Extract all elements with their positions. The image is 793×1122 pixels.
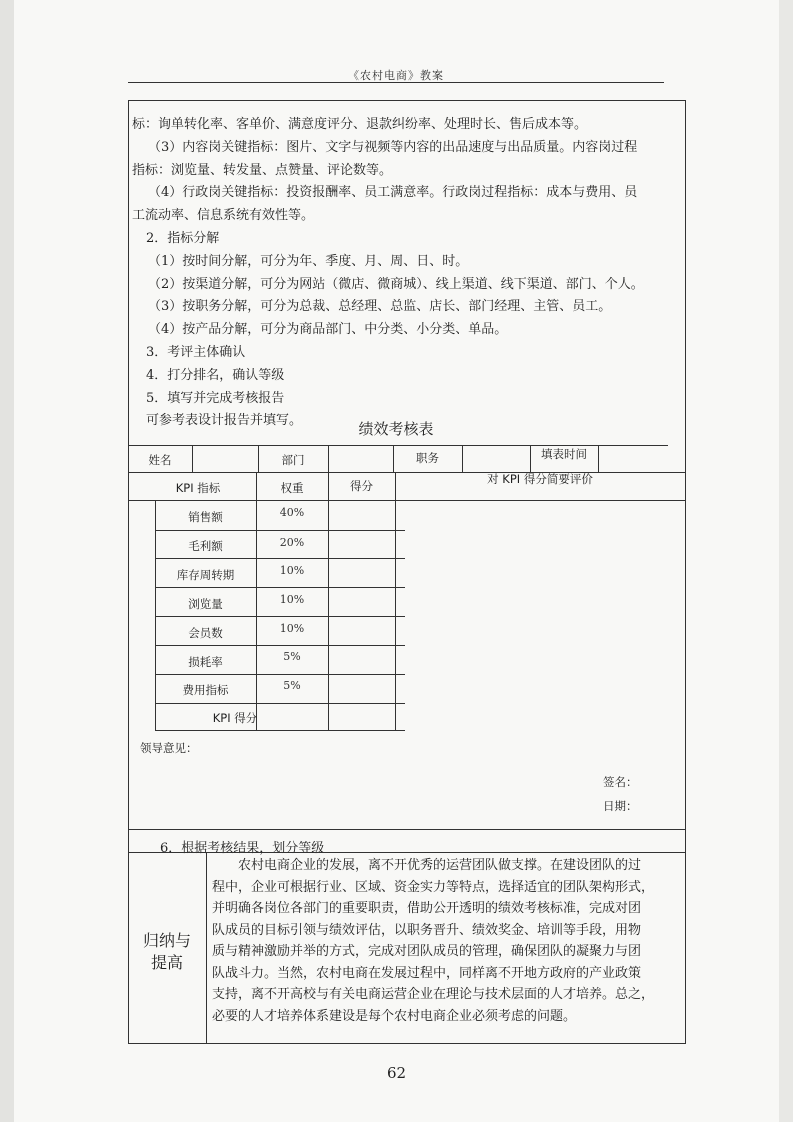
table-rule: [155, 558, 405, 559]
table-rule: [462, 445, 463, 472]
table-rule: [328, 472, 329, 730]
section-heading: 5．填写并完成考核报告: [146, 390, 285, 406]
summary-label-line: 归纳与: [142, 931, 191, 950]
kpi-row-name: 会员数: [188, 626, 223, 640]
summary-line: 队战斗力。当然，农村电商在发展过程中，同样离不开地方政府的产业政策: [212, 965, 642, 981]
summary-line: 并明确各岗位各部门的重要职责，借助公开透明的绩效考核标准，完成对团: [212, 901, 642, 916]
running-header: 《农村电商》教案: [348, 69, 444, 82]
leader-opinion-label: 领导意见：: [140, 741, 198, 755]
kpi-table-title: 绩效考核表: [358, 420, 434, 438]
label-fill-date: 填表时间: [541, 447, 587, 461]
body-line: （2）按渠道分解，可分为网站（微店、微商城）、线上渠道、线下渠道、部门、个人。: [148, 276, 644, 292]
table-rule: [155, 703, 405, 704]
label-position: 职务: [416, 451, 439, 465]
kpi-total-label: KPI 得分: [212, 711, 258, 725]
table-rule: [155, 530, 405, 531]
body-line: 指标：浏览量、转发量、点赞量、评论数等。: [132, 162, 393, 178]
kpi-row-weight: 5%: [283, 679, 301, 692]
summary-line: 程中，企业可根据行业、区域、资金实力等特点，选择适宜的团队架构形式，: [212, 879, 655, 895]
table-rule: [598, 445, 599, 472]
kpi-row-name: 费用指标: [182, 683, 229, 697]
body-line: 可参考表设计报告并填写。: [146, 413, 303, 429]
kpi-row-weight: 5%: [283, 650, 301, 663]
header-rule: [128, 82, 664, 83]
body-line: （1）按时间分解，可分为年、季度、月、周、日、时。: [148, 253, 469, 269]
col-score: 得分: [350, 479, 373, 493]
body-line: （4）行政岗关键指标：投资报酬率、员工满意率。行政岗过程指标：成本与费用、员: [148, 185, 638, 201]
section-rule: [128, 852, 686, 853]
section-heading: 3．考评主体确认: [146, 344, 246, 360]
kpi-row-name: 毛利额: [188, 539, 223, 553]
table-rule: [395, 472, 396, 730]
body-text: [132, 114, 684, 433]
page-number: 62: [386, 1064, 407, 1082]
summary-label-line: 提高: [150, 953, 183, 972]
body-line: 标：询单转化率、客单价、满意度评分、退款纠纷率、处理时长、售后成本等。: [132, 117, 588, 132]
table-rule: [192, 445, 193, 472]
kpi-row-weight: 20%: [279, 536, 305, 549]
signature-label: 签名：: [603, 775, 638, 789]
body-line: 工流动率、信息系统有效性等。: [132, 208, 315, 224]
col-kpi: KPI 指标: [175, 481, 221, 495]
summary-line: 队成员的目标引领与绩效评估，以职务晋升、绩效奖金、培训等手段，用物: [212, 922, 642, 938]
summary-divider: [206, 852, 207, 1044]
summary-label: [128, 930, 206, 974]
summary-line: 农村电商企业的发展，离不开优秀的运营团队做支撑。在建设团队的过: [238, 858, 642, 873]
scan-right-edge: [779, 0, 793, 1122]
scan-left-edge: [0, 0, 14, 1122]
table-rule: [155, 730, 405, 731]
kpi-row-weight: 10%: [279, 564, 305, 577]
label-dept: 部门: [281, 453, 305, 467]
table-rule: [155, 587, 405, 588]
body-line: （4）按产品分解，可分为商品部门、中分类、小分类、单品。: [148, 322, 508, 338]
summary-line: 支持，离不开高校与有关电商运营企业在理论与技术层面的人才培养。总之，: [212, 987, 655, 1002]
col-weight: 权重: [280, 481, 304, 495]
label-name: 姓名: [148, 453, 172, 467]
grade-step: 6．根据考核结果，划分等级: [160, 841, 325, 856]
table-rule: [155, 645, 405, 646]
section-rule: [128, 829, 686, 830]
kpi-row-name: 销售额: [188, 510, 223, 524]
kpi-row-name: 损耗率: [188, 655, 223, 669]
body-line: （3）按职务分解，可分为总裁、总经理、总监、店长、部门经理、主管、员工。: [148, 299, 612, 315]
table-rule: [128, 500, 686, 501]
kpi-row-weight: 10%: [279, 593, 305, 606]
kpi-row-name: 库存周转期: [176, 568, 235, 582]
kpi-row-weight: 10%: [279, 622, 305, 635]
summary-text: [212, 855, 682, 1027]
section-heading: 4．打分排名，确认等级: [146, 367, 285, 383]
summary-line: 必要的人才培养体系建设是每个农村电商企业必须考虑的问题。: [212, 1008, 577, 1024]
col-evaluation: 对 KPI 得分简要评价: [487, 472, 593, 486]
summary-line: 质与精神激励并举的方式，完成对团队成员的管理，确保团队的凝聚力与团: [212, 944, 642, 959]
section-heading: 2．指标分解: [146, 230, 220, 246]
date-label: 日期：: [603, 799, 638, 813]
kpi-row-weight: 40%: [279, 506, 305, 519]
body-line: （3）内容岗关键指标：图片、文字与视频等内容的出品速度与出品质量。内容岗过程: [148, 139, 638, 155]
table-rule: [155, 674, 405, 675]
table-rule: [328, 445, 329, 472]
table-rule: [155, 616, 405, 617]
kpi-row-name: 浏览量: [188, 597, 223, 611]
